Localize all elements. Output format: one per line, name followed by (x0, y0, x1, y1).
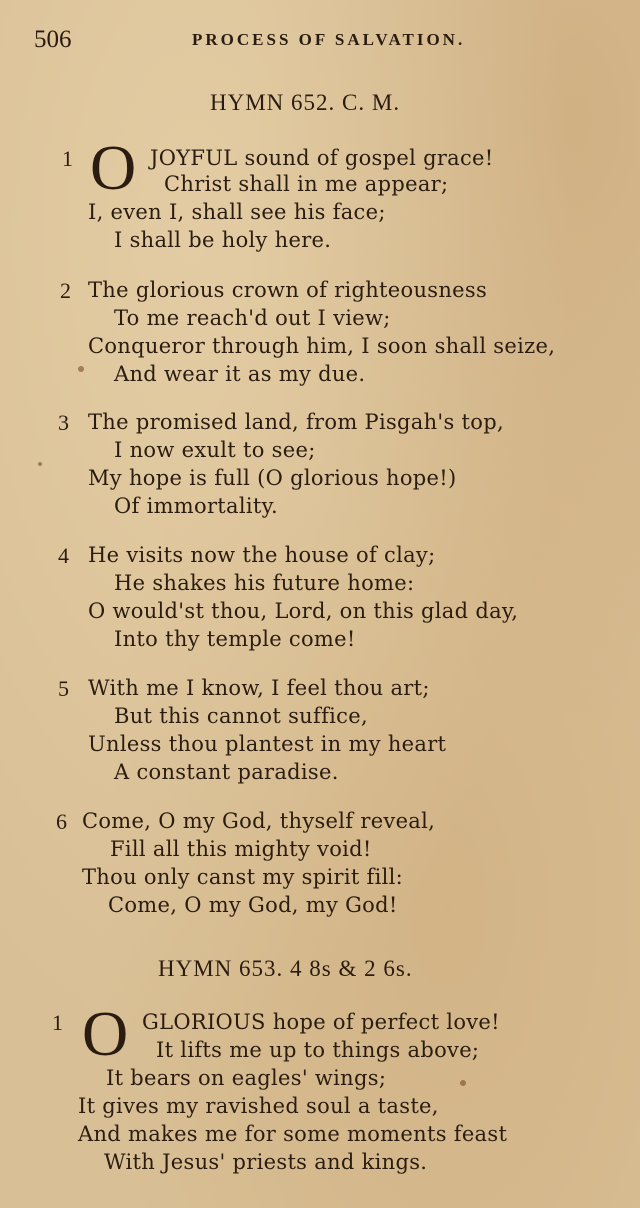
stanza-number: 4 (58, 543, 69, 568)
verse-line: It lifts me up to things above; (156, 1038, 480, 1062)
verse-line: Into thy temple come! (114, 627, 356, 651)
verse-line: A constant paradise. (114, 760, 339, 784)
verse-line: Of immortality. (114, 494, 278, 518)
verse-line: With Jesus' priests and kings. (104, 1150, 428, 1174)
foxing-spot (460, 1080, 466, 1086)
verse-line: Come, O my God, thyself reveal, (82, 809, 436, 833)
verse-line: GLORIOUS hope of perfect love! (142, 1010, 500, 1034)
verse-line: Christ shall in me appear; (164, 172, 449, 196)
drop-cap: O (82, 998, 129, 1069)
verse-line: He shakes his future home: (114, 571, 415, 595)
foxing-spot (78, 366, 84, 372)
verse-line: He visits now the house of clay; (88, 543, 436, 567)
hymn-title: HYMN 652. C. M. (210, 90, 401, 115)
verse-line: My hope is full (O glorious hope!) (88, 466, 457, 490)
verse-line: But this cannot suffice, (114, 704, 368, 728)
verse-line: JOYFUL sound of gospel grace! (150, 146, 494, 170)
verse-line: Come, O my God, my God! (108, 893, 398, 917)
verse-line: Unless thou plantest in my heart (88, 732, 447, 756)
verse-line: And makes me for some moments feast (78, 1122, 508, 1146)
stanza-number: 6 (56, 809, 67, 834)
verse-line: I now exult to see; (114, 438, 316, 462)
stanza-number: 1 (62, 146, 73, 171)
page-number: 506 (34, 26, 72, 53)
verse-line: The glorious crown of righteousness (88, 278, 488, 302)
stanza-number: 5 (58, 676, 69, 701)
foxing-spot (38, 462, 42, 466)
verse-line: Thou only canst my spirit fill: (82, 865, 404, 889)
stanza-number: 2 (60, 278, 71, 303)
running-head: PROCESS OF SALVATION. (192, 30, 466, 49)
verse-line: The promised land, from Pisgah's top, (88, 410, 504, 434)
stanza-number: 3 (58, 410, 69, 435)
verse-line: I shall be holy here. (114, 228, 332, 252)
verse-line: It gives my ravished soul a taste, (78, 1094, 439, 1118)
hymn-title: HYMN 653. 4 8s & 2 6s. (158, 956, 413, 981)
drop-cap: O (90, 132, 137, 203)
stanza-number: 1 (52, 1010, 63, 1035)
verse-line: And wear it as my due. (114, 362, 366, 386)
verse-line: It bears on eagles' wings; (106, 1066, 387, 1090)
verse-line: With me I know, I feel thou art; (88, 676, 430, 700)
verse-line: Fill all this mighty void! (110, 837, 372, 861)
verse-line: I, even I, shall see his face; (88, 200, 386, 224)
verse-line: Conqueror through him, I soon shall seize, (88, 334, 556, 358)
verse-line: To me reach'd out I view; (114, 306, 391, 330)
verse-line: O would'st thou, Lord, on this glad day, (88, 599, 519, 623)
